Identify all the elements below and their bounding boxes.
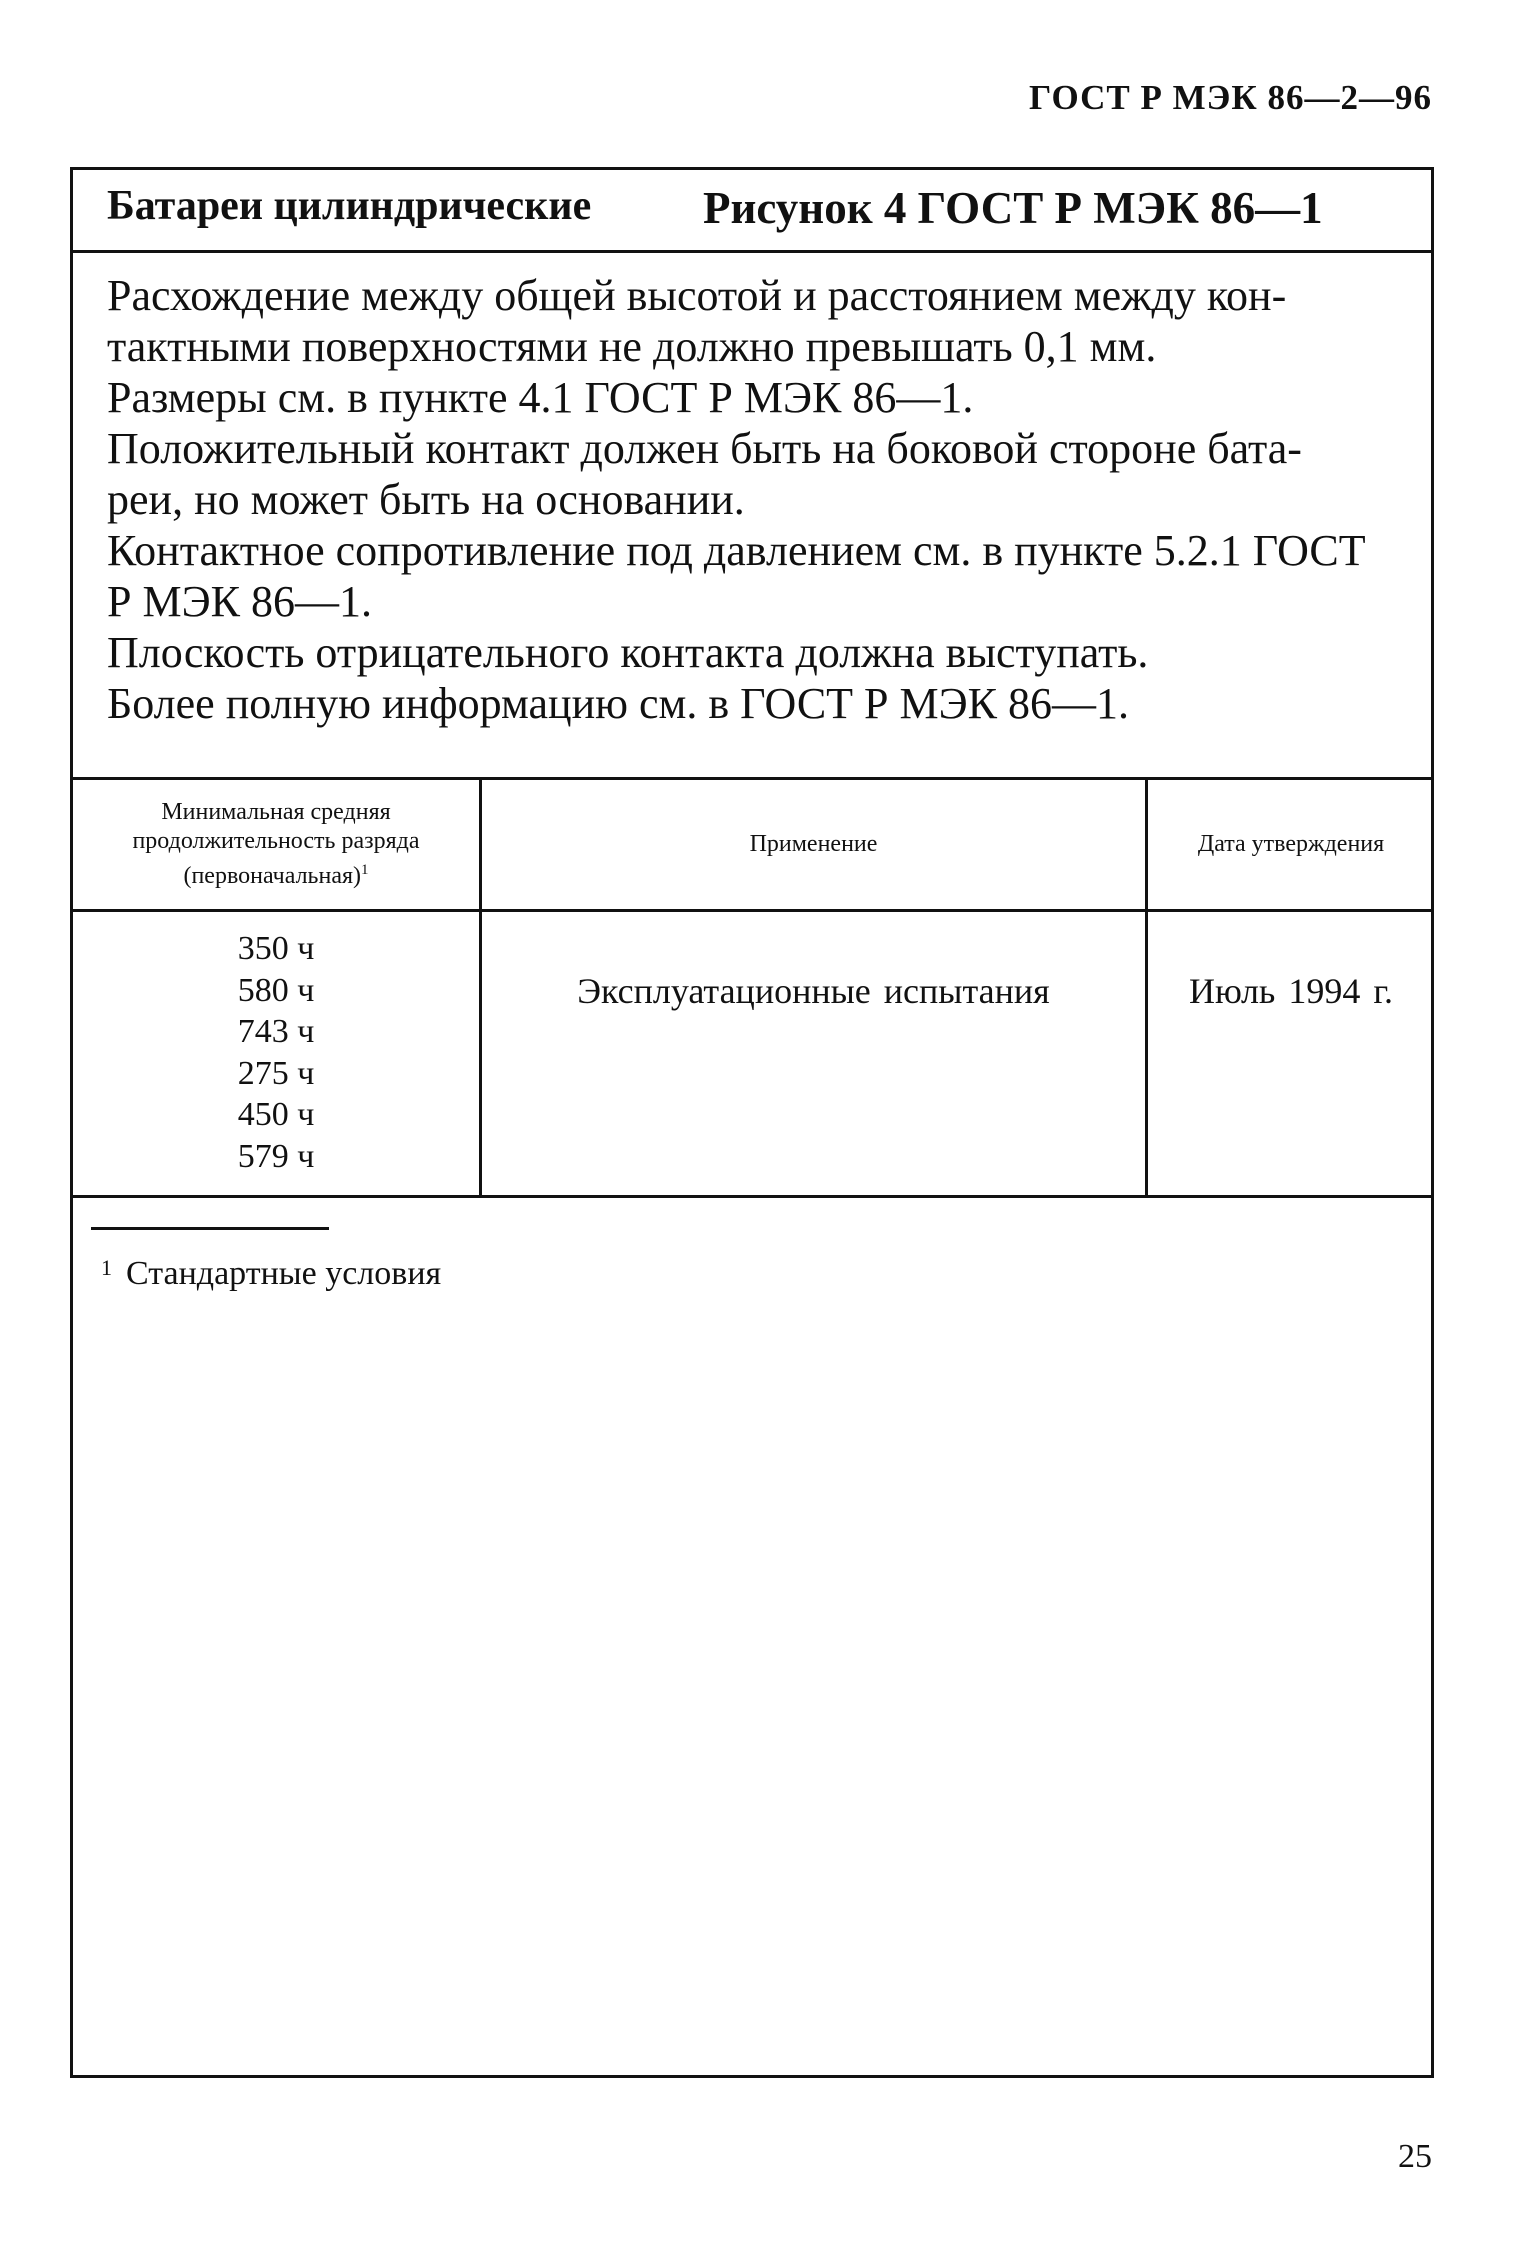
footnote-text: Стандартные условия <box>126 1255 442 1292</box>
description-line: реи, но может быть на основании. <box>107 475 745 524</box>
page-number: 25 <box>1398 2138 1432 2175</box>
duration-value: 743 ч <box>237 1013 315 1050</box>
duration-value: 275 ч <box>237 1054 315 1092</box>
battery-type-title: Батареи цилиндрические <box>107 183 592 229</box>
header-duration-line3: (первоначальная) <box>183 863 362 889</box>
description-line: Расхождение между общей высотой и расстоянием между кон- <box>107 271 1287 320</box>
figure-reference-title: Рисунок 4 ГОСТ Р МЭК 86—1 <box>703 183 1323 233</box>
header-application: Применение <box>749 831 878 857</box>
approval-date-value: Июль 1994 г. <box>1188 971 1394 1011</box>
header-divider <box>73 909 1431 912</box>
header-duration-line2: продолжительность разряда <box>132 828 420 854</box>
description-line: Р МЭК 86—1. <box>107 577 372 626</box>
header-approval-date: Дата утверждения <box>1197 831 1385 857</box>
footnote-rule <box>91 1227 329 1230</box>
duration-value: 580 ч <box>237 971 315 1009</box>
description-line: Плоскость отрицательного контакта должна выступать. <box>107 628 1149 677</box>
header-duration <box>73 780 479 909</box>
title-row <box>73 170 1431 253</box>
description-block <box>107 270 1407 729</box>
footnote-mark: 1 <box>101 1255 112 1280</box>
description-line: Контактное сопротивление под давлением см. в пункте 5.2.1 ГОСТ <box>107 526 1366 575</box>
duration-values <box>73 928 479 1177</box>
discharge-table <box>73 777 1431 1198</box>
application-value: Эксплуатационные испытания <box>577 971 1050 1011</box>
figure-frame <box>70 167 1434 2078</box>
description-line: тактными поверхностями не должно превышать 0,1 мм. <box>107 322 1157 371</box>
description-line: Размеры см. в пункте 4.1 ГОСТ Р МЭК 86—1. <box>107 373 974 422</box>
header-duration-line1: Минимальная средняя <box>161 799 391 825</box>
description-line: Более полную информацию см. в ГОСТ Р МЭК 86—1. <box>107 679 1130 728</box>
standard-id-header: ГОСТ Р МЭК 86—2—96 <box>1029 78 1432 117</box>
footnote <box>101 1255 441 1293</box>
description-line: Положительный контакт должен быть на боковой стороне бата- <box>107 424 1302 473</box>
duration-value: 579 ч <box>237 1137 315 1175</box>
duration-value: 450 ч <box>237 1096 315 1133</box>
footnote-reference-mark: 1 <box>361 862 369 878</box>
duration-value: 350 ч <box>237 930 315 967</box>
